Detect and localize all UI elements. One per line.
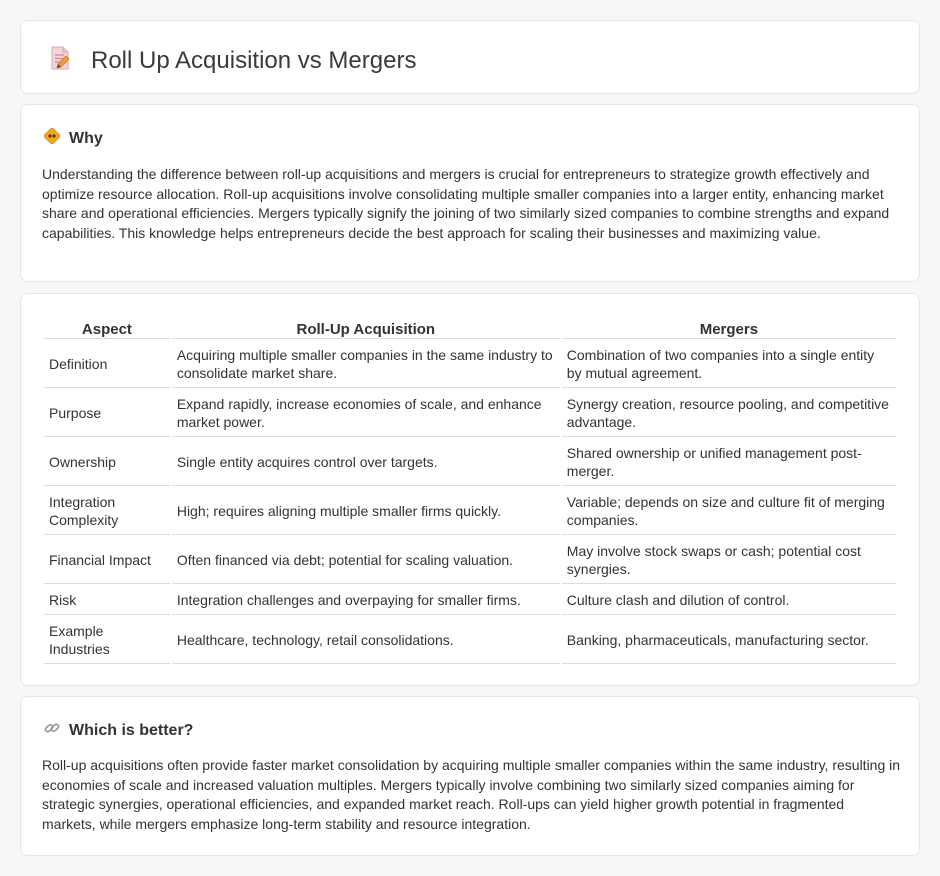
row-aspect: Example Industries [44,617,170,664]
row-mergers: Variable; depends on size and culture fit of merging companies. [562,488,896,535]
table-row [44,537,896,584]
row-mergers: May involve stock swaps or cash; potential cost synergies. [562,537,896,584]
better-text: Roll-up acquisitions often provide faster market consolidation by acquiring multiple smaller companies within the same industry, resulting in economies of scale and increased valuation multiples. Mergers typically involve combining two similarly sized companies aiming for strategic synergies, operational efficiencies, and expanded market reach. Roll-ups can yield higher growth potential in fragmented markets, while mergers emphasize long-term stability and resource integration. [42,757,901,832]
header-aspect: Aspect [44,319,170,339]
table-row [44,586,896,615]
table-row [44,617,896,664]
row-roll-up: Single entity acquires control over targets. [172,439,560,486]
comparison-section [20,293,920,686]
why-title: Why [69,129,103,147]
row-aspect: Risk [44,586,170,615]
better-heading [43,719,193,742]
row-aspect: Definition [44,341,170,388]
row-aspect: Financial Impact [44,537,170,584]
why-heading [43,127,103,150]
row-aspect: Integration Complexity [44,488,170,535]
row-mergers: Banking, pharmaceuticals, manufacturing sector. [562,617,896,664]
diamond-sign-icon [43,127,61,150]
table-row [44,390,896,437]
table-header-row [44,319,896,339]
link-icon [43,719,61,742]
why-section [20,104,920,282]
document-edit-icon [47,45,73,76]
row-roll-up: Often financed via debt; potential for scaling valuation. [172,537,560,584]
title-row [47,45,416,76]
which-better-section [20,696,920,856]
page-title: Roll Up Acquisition vs Mergers [91,46,417,74]
better-title: Which is better? [69,721,194,739]
row-mergers: Shared ownership or unified management post-merger. [562,439,896,486]
row-aspect: Purpose [44,390,170,437]
why-text: Understanding the difference between roll-up acquisitions and mergers is crucial for entrepreneurs to strategize growth effectively and optimize resource allocation. Roll-up acquisitions involve consolidating multiple smaller companies into a larger entity, enhancing market share and operational efficiencies. Mergers typically signify the joining of two similarly sized companies to combine strengths and expand capabilities. This knowledge helps entrepreneurs decide the best approach for scaling their businesses and maximizing value. [42,166,890,241]
table-row [44,341,896,388]
row-roll-up: High; requires aligning multiple smaller firms quickly. [172,488,560,535]
title-card [20,20,920,94]
row-roll-up: Acquiring multiple smaller companies in the same industry to consolidate market share. [172,341,560,388]
row-mergers: Combination of two companies into a single entity by mutual agreement. [562,341,896,388]
table-row [44,439,896,486]
row-mergers: Culture clash and dilution of control. [562,586,896,615]
comparison-table [42,317,898,666]
header-roll-up: Roll-Up Acquisition [172,319,560,339]
table-row [44,488,896,535]
header-mergers: Mergers [562,319,896,339]
row-aspect: Ownership [44,439,170,486]
row-mergers: Synergy creation, resource pooling, and competitive advantage. [562,390,896,437]
row-roll-up: Expand rapidly, increase economies of scale, and enhance market power. [172,390,560,437]
row-roll-up: Integration challenges and overpaying for smaller firms. [172,586,560,615]
row-roll-up: Healthcare, technology, retail consolidations. [172,617,560,664]
